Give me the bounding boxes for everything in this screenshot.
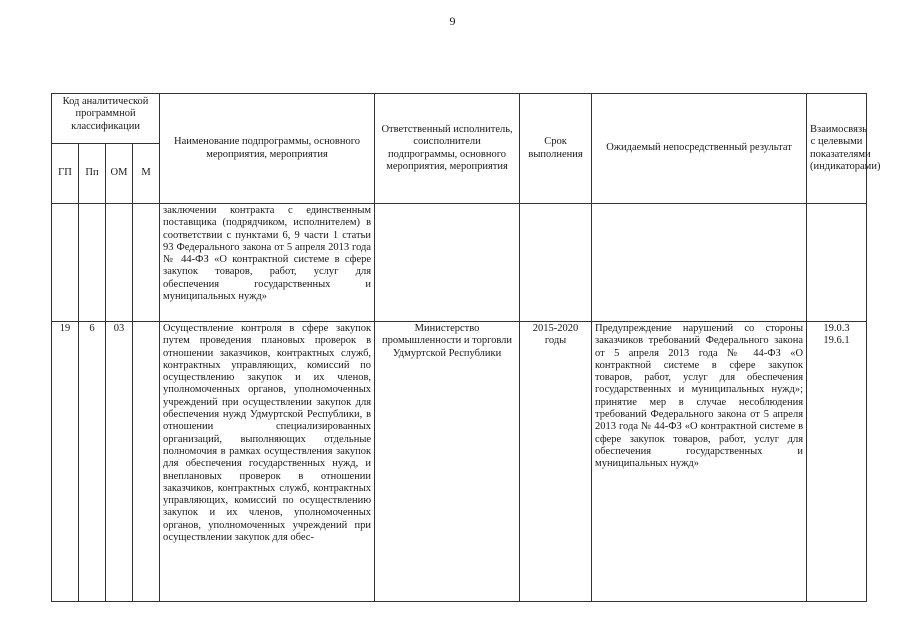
- cell-result: [592, 204, 807, 322]
- cell-term: 2015-2020 годы: [520, 322, 592, 602]
- cell-relation: 19.0.3 19.6.1: [807, 322, 867, 602]
- cell-relation: [807, 204, 867, 322]
- measures-table: [51, 93, 881, 602]
- cell-gp: [52, 204, 79, 322]
- cell-result: Предупреждение нарушений со стороны заказчиков требований Федерального закона от 5 апреля 2013 года № 44-ФЗ «О контрактной системе в сфере закупок товаров, работ, услуг для обеспечения государственных и муниципальных нужд»; принятие мер в случае несоблюдения требований Федерального закона от 5 апреля 2013 года № 44-ФЗ «О контрактной системе в сфере закупок товаров, работ, услуг для обеспечения государственных и муниципальных нужд»: [592, 322, 807, 602]
- header-code-group: Код аналитической программной классификации: [52, 94, 160, 144]
- cell-term: [520, 204, 592, 322]
- header-code-m: М: [133, 144, 160, 204]
- cell-pp: 6: [79, 322, 106, 602]
- cell-m: [133, 322, 160, 602]
- page-number: 9: [449, 14, 456, 28]
- cell-name: Осуществление контроля в сфере закупок путем проведения плановых проверок в отношении заказчиков, контрактных служб, контрактных управляющих, комиссий по осуществлению закупок и их членов, уполномоченных органов, уполномоченных учреждений при осуществлении закупок для обеспечения нужд Удмуртской Республики, в отношении специализированных организаций, выполняющих отдельные полномочия в рамках осуществления закупок для обеспечения государственных нужд, и внеплановых проверок в отношении заказчиков, контрактных служб, контрактных управляющих, комиссий по осуществлению закупок и их членов, уполномоченных органов, уполномоченных учреждений при осуществлении закупок для обес-: [160, 322, 375, 602]
- cell-pp: [79, 204, 106, 322]
- header-result: Ожидаемый непосредственный результат: [592, 94, 807, 204]
- cell-executor: Министерство промышленности и торговли Удмуртской Республики: [375, 322, 520, 602]
- cell-om: [106, 204, 133, 322]
- header-code-pp: Пп: [79, 144, 106, 204]
- cell-name: заключении контракта с единственным поставщика (подрядчиком, исполнителем) в соответствии с пунктами 6, 9 части 1 статьи 93 Федерального закона от 5 апреля 2013 года № 44-ФЗ «О контрактной системе в сфере закупок товаров, работ, услуг для обеспечения государственных и муниципальных нужд»: [160, 204, 375, 322]
- header-relation: Взаимосвязь с целевыми показателями (индикаторами): [807, 94, 867, 204]
- header-executor: Ответственный исполнитель, соисполнители подпрограммы, основного мероприятия, мероприятия: [375, 94, 520, 204]
- table-row: [52, 204, 867, 322]
- cell-m: [133, 204, 160, 322]
- cell-gp: 19: [52, 322, 79, 602]
- cell-om: 03: [106, 322, 133, 602]
- header-name: Наименование подпрограммы, основного мероприятия, мероприятия: [160, 94, 375, 204]
- cell-executor: [375, 204, 520, 322]
- header-code-gp: ГП: [52, 144, 79, 204]
- header-code-om: ОМ: [106, 144, 133, 204]
- table-row: [52, 322, 867, 602]
- header-term: Срок выполнения: [520, 94, 592, 204]
